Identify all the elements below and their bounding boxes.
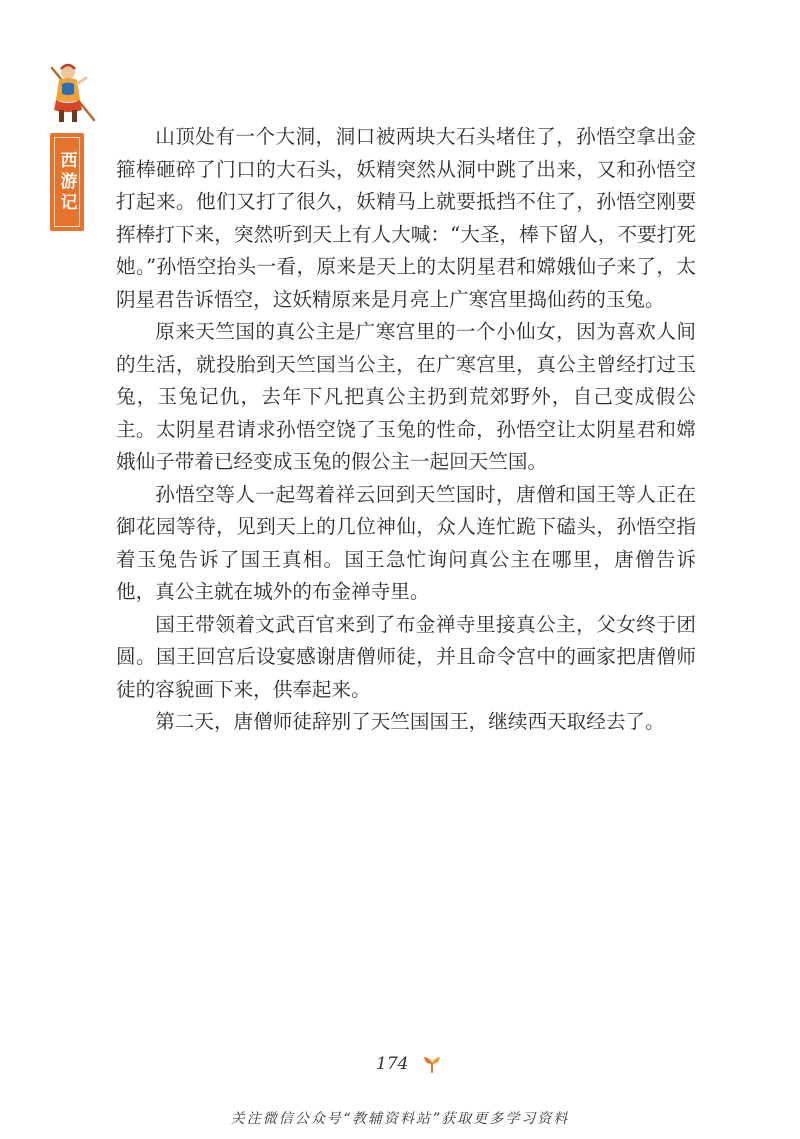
paragraph: 孙悟空等人一起驾着祥云回到天竺国时，唐僧和国王等人正在御花园等待，见到天上的几位神仙，众人连忙跪下磕头，孙悟空指着玉兔告诉了国王真相。国王急忙询问真公主在哪里，唐僧告诉他，真公主就在城外的布金禅寺里。 xyxy=(116,482,696,603)
watermark-text: 关注微信公众号“教辅资料站”获取更多学习资料 xyxy=(230,1111,570,1127)
body-text xyxy=(116,121,696,739)
paragraph: 山顶处有一个大洞，洞口被两块大石头堵住了，孙悟空拿出金箍棒砸碎了门口的大石头，妖精突然从洞中跳了出来，又和孙悟空打起来。他们又打了很久，妖精马上就要抵挡不住了，孙悟空刚要挥棒打下来，突然听到天上有人大喊：“大圣，棒下留人，不要打死她。”孙悟空抬头一看，原来是天上的太阴星君和嫦娥仙子来了，太阴星君告诉悟空，这妖精原来是月亮上广寒宫里捣仙药的玉兔。 xyxy=(116,125,696,311)
paragraph: 第二天，唐僧师徒辞别了天竺国国王，继续西天取经去了。 xyxy=(155,710,665,733)
side-tab-border xyxy=(54,137,80,227)
paragraph: 国王带领着文武百官来到了布金禅寺里接真公主，父女终于团圆。国王回宫后设宴感谢唐僧师徒，并且命令宫中的画家把唐僧师徒的容貌画下来，供奉起来。 xyxy=(116,612,696,701)
chapter-side-tab xyxy=(50,133,84,231)
book-title-vertical: 西游记 xyxy=(56,150,77,214)
sprout-icon xyxy=(422,1055,442,1073)
page-number: 174 xyxy=(376,1054,409,1074)
paragraph: 原来天竺国的真公主是广寒宫里的一个小仙女，因为喜欢人间的生活，就投胎到天竺国当公主，在广寒宫里，真公主曾经打过玉兔，玉兔记仇，去年下凡把真公主扔到荒郊野外，自己变成假公主。太阴星君请求孙悟空饶了玉兔的性命，孙悟空让太阴星君和嫦娥仙子带着已经变成玉兔的假公主一起回天竺国。 xyxy=(116,320,696,473)
monkey-king-figure-icon xyxy=(44,58,104,126)
